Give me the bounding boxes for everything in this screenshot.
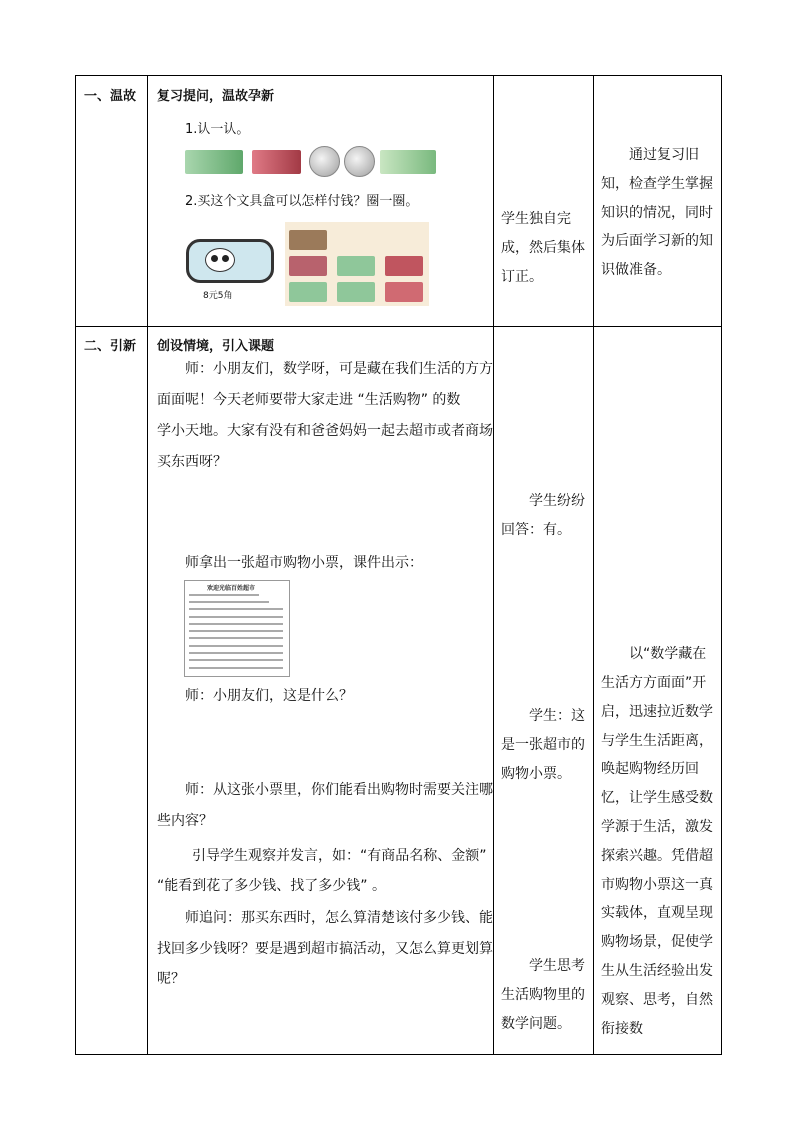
student-activity-cell: [494, 327, 594, 1055]
coin-image: [309, 146, 340, 177]
table-row: [76, 76, 722, 327]
section-heading: 创设情境，引入课题: [157, 339, 275, 355]
student-note: 学生：这是一张超市的购物小票。: [501, 708, 585, 782]
stage-cell: [76, 76, 148, 327]
receipt-title: 欢迎光临百姓超市: [207, 585, 256, 593]
text-line: 1.认一认。: [185, 122, 250, 137]
text-line: 学小天地。大家有没有和爸爸妈妈一起去超市或者商场: [157, 423, 493, 440]
text-line: 师：从这张小票里，你们能看出购物时需要关注哪: [185, 782, 493, 799]
text-line: 2.买这个文具盒可以怎样付钱？圈一圈。: [185, 194, 419, 209]
money-image-row: [185, 146, 447, 176]
student-activity-text: 学生独自完成，然后集体订正。: [501, 211, 585, 285]
stage-label: 二、引新: [84, 339, 137, 355]
design-intent-text: 通过复习旧知，检查学生掌握知识的情况，同时为后面学习新的知识做准备。: [601, 147, 713, 279]
text-line: “能看到花了多少钱、找了多少钱” 。: [157, 878, 386, 895]
text-line: 师拿出一张超市购物小票，课件出示：: [185, 555, 423, 572]
banknote-image: [385, 282, 423, 302]
banknote-image: [289, 256, 327, 276]
price-label: 8元5角: [203, 291, 233, 301]
student-note: 学生纷纷回答：有。: [501, 493, 585, 539]
student-note: 学生思考生活购物里的数学问题。: [501, 958, 585, 1032]
pencil-case-image: [186, 239, 274, 283]
banknote-image: [185, 150, 243, 174]
banknote-image: [337, 256, 375, 276]
banknote-image: [289, 230, 327, 250]
text-line: 呢？: [157, 971, 185, 988]
text-line: 买东西呀？: [157, 454, 227, 471]
lesson-table: [75, 75, 722, 1055]
stage-cell: [76, 327, 148, 1055]
table-row: [76, 327, 722, 1055]
content-cell: [148, 327, 494, 1055]
design-intent-cell: [594, 327, 722, 1055]
text-line: 师：小朋友们，这是什么？: [185, 688, 353, 705]
banknote-image: [380, 150, 436, 174]
panda-icon: [205, 248, 235, 272]
banknote-image: [289, 282, 327, 302]
design-intent-cell: [594, 76, 722, 327]
receipt-image: [184, 580, 290, 677]
banknote-options-panel: [285, 222, 429, 306]
banknote-image: [252, 150, 301, 174]
coin-image: [344, 146, 375, 177]
text-line: 面面呢！今天老师要带大家走进 “生活购物” 的数: [157, 392, 461, 409]
student-activity-cell: [494, 76, 594, 327]
text-line: 师：小朋友们，数学呀，可是藏在我们生活的方方: [185, 361, 493, 378]
text-line: 师追问：那买东西时，怎么算清楚该付多少钱、能: [185, 910, 493, 927]
text-line: 找回多少钱呀？要是遇到超市搞活动，又怎么算更划算: [157, 941, 493, 958]
stage-label: 一、温故: [84, 89, 137, 104]
banknote-image: [385, 256, 423, 276]
text-line: 引导学生观察并发言，如：“有商品名称、金额”: [192, 848, 487, 865]
content-cell: [148, 76, 494, 327]
text-line: 些内容？: [157, 813, 213, 830]
section-heading: 复习提问，温故孕新: [157, 89, 275, 104]
banknote-image: [337, 282, 375, 302]
design-intent-text: 以“数学藏在生活方方面面”开启，迅速拉近数学与学生生活距离，唤起购物经历回忆，让学生感受数学源于生活，激发探索兴趣。凭借超市购物小票这一真实载体，直观呈现购物场景，促使学生从生活经验出发观察、思考，自然衔接数: [601, 646, 713, 1037]
